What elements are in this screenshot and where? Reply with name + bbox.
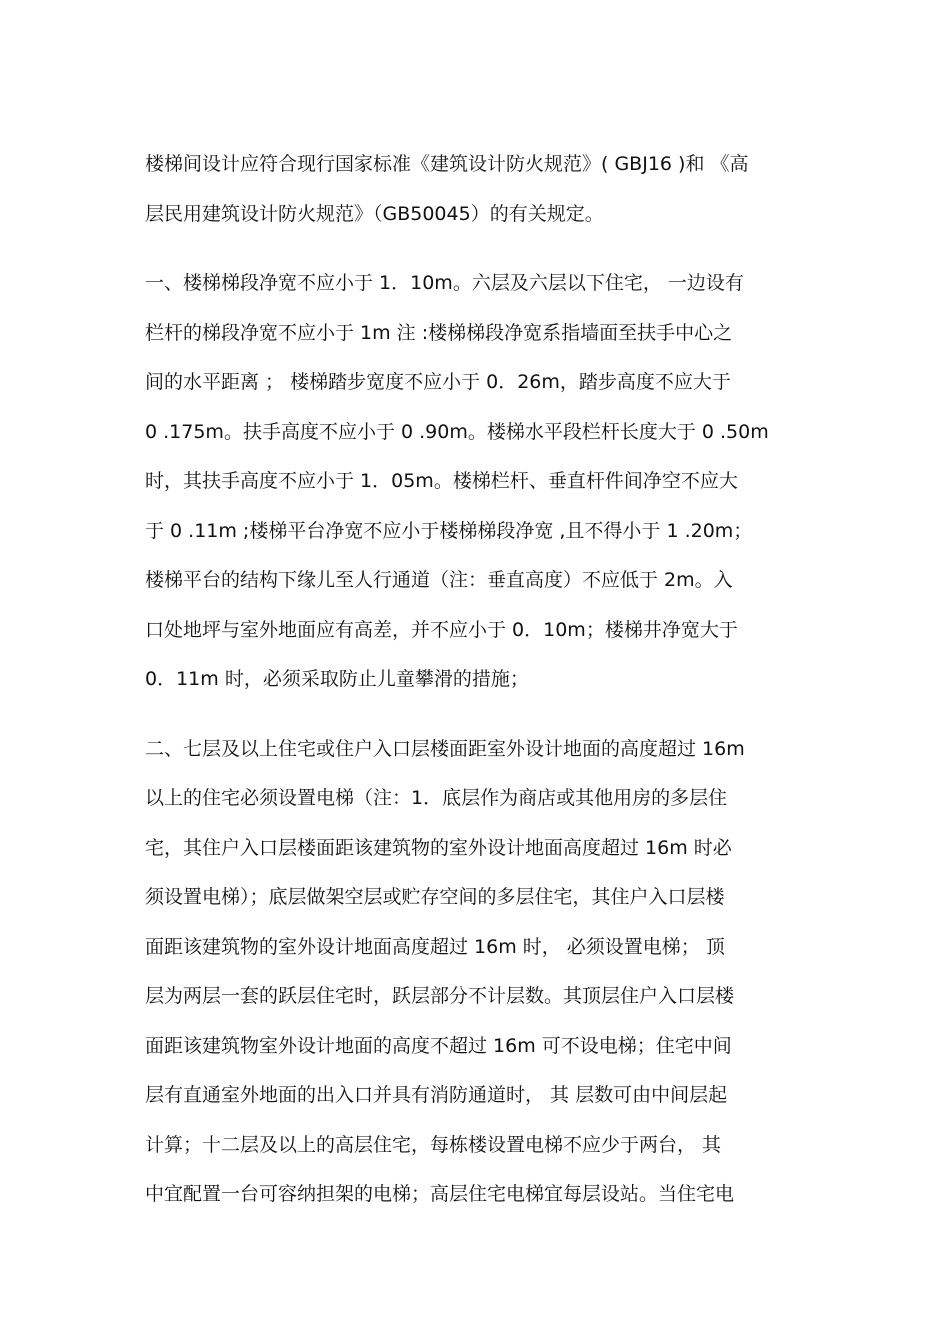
text-line: 间的水平距离 ； 楼梯踏步宽度不应小于 0．26m，踏步高度不应大于 — [145, 371, 731, 393]
text-line: 楼梯间设计应符合现行国家标准《建筑设计防火规范》( GBJ16 )和 《高 — [145, 153, 749, 175]
text-line: 0．11m 时，必须采取防止儿童攀滑的措施； — [145, 668, 529, 690]
text-line: 一、楼梯梯段净宽不应小于 1．10m。六层及六层以下住宅， 一边设有 — [145, 272, 744, 294]
text-line: 中宜配置一台可容纳担架的电梯；高层住宅电梯宜每层设站。当住宅电 — [145, 1183, 735, 1205]
text-line: 层民用建筑设计防火规范》（GB50045）的有关规定。 — [145, 202, 604, 225]
text-line: 栏杆的梯段净宽不应小于 1m 注 :楼梯梯段净宽系指墙面至扶手中心之 — [145, 321, 733, 344]
text-line: 宅，其住户入口层楼面距该建筑物的室外设计地面高度超过 16m 时必 — [145, 836, 732, 859]
text-line: 楼梯平台的结构下缘儿至人行通道（注：垂直高度）不应低于 2m。入 — [145, 569, 733, 591]
section-one-paragraph — [0, 259, 950, 705]
text-line: 于 0 .11m ;楼梯平台净宽不应小于楼梯梯段净宽 ,且不得小于 1 .20m； — [145, 519, 753, 542]
text-line: 层为两层一套的跃层住宅时，跃层部分不计层数。其顶层住户入口层楼 — [145, 985, 735, 1007]
text-line: 计算；十二层及以上的高层住宅，每栋楼设置电梯不应少于两台， 其 — [145, 1133, 722, 1156]
section-two-paragraph — [0, 725, 950, 1220]
text-line: 以上的住宅必须设置电梯（注：1．底层作为商店或其他用房的多层住 — [145, 787, 728, 809]
text-line: 层有直通室外地面的出入口并具有消防通道时， 其 层数可由中间层起 — [145, 1084, 728, 1106]
document-body — [0, 140, 950, 1240]
text-line: 时，其扶手高度不应小于 1．05m。楼梯栏杆、垂直杆件间净空不应大 — [145, 470, 738, 492]
text-line: 二、七层及以上住宅或住户入口层楼面距室外设计地面的高度超过 16m — [145, 737, 745, 760]
text-line: 面距该建筑物的室外设计地面高度超过 16m 时， 必须设置电梯； 顶 — [145, 935, 725, 958]
text-line: 面距该建筑物室外设计地面的高度不超过 16m 可不设电梯；住宅中间 — [145, 1034, 732, 1057]
text-line: 口处地坪与室外地面应有高差，并不应小于 0．10m；楼梯井净宽大于 — [145, 618, 738, 641]
intro-paragraph — [0, 140, 950, 239]
text-line: 须设置电梯）；底层做架空层或贮存空间的多层住宅，其住户入口层楼 — [145, 886, 725, 908]
text-line: 0 .175m。扶手高度不应小于 0 .90m。楼梯水平段栏杆长度大于 0 .50m — [145, 420, 769, 443]
